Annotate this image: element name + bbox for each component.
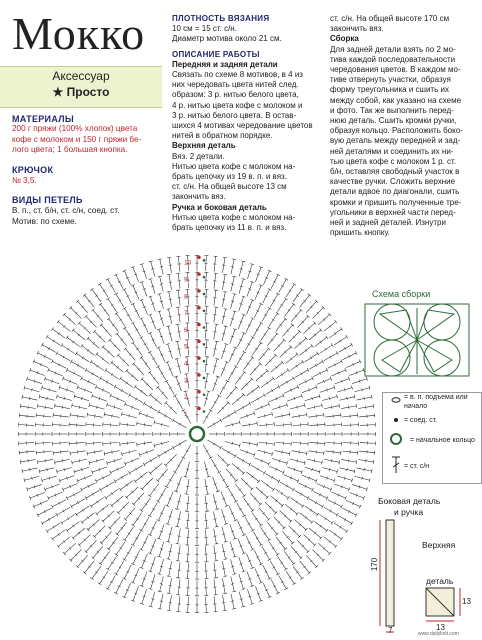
assembly-line: б/н, оставляя свободный участок в — [330, 167, 460, 177]
assembly-line: кромки и пришить полученные тре- — [330, 197, 462, 207]
description-heading: ОПИСАНИЕ РАБОТЫ — [172, 49, 260, 59]
row-number-label: 8 — [184, 293, 188, 301]
chain-marker — [203, 293, 206, 296]
top-detail-drawing — [424, 586, 474, 626]
top-detail-line: закончить вяз. — [172, 192, 226, 202]
front-back-line: них чередовать цвета нитей след. — [172, 80, 299, 90]
top-detail-line: Нитью цвета кофе с молоком на- — [172, 161, 296, 171]
side-detail-drawing — [376, 518, 406, 638]
intro-line: закончить вяз. — [330, 24, 384, 34]
top-detail-size-right: 13 — [462, 597, 471, 606]
chain-marker — [203, 343, 206, 346]
intro-line: ст. с/н. На общей высоте 170 см — [330, 14, 450, 23]
density-line: 10 см = 15 ст. с/н. — [172, 24, 237, 34]
slip-stitch-marker — [197, 340, 200, 343]
front-back-line: 4 р. нитью цвета кофе с молоком и — [172, 100, 303, 110]
chain-marker — [203, 326, 206, 329]
legend-chain: = в. п. подъема или начало — [404, 394, 468, 410]
chain-marker — [203, 259, 206, 262]
assembly-line: между собой, как указано на схеме — [330, 95, 462, 105]
starting-ring-icon — [190, 427, 204, 441]
slip-stitch-marker — [197, 272, 200, 275]
materials-line: лого цвета; 1 большая кнопка. — [12, 145, 128, 154]
side-detail-height: 170 — [370, 557, 380, 572]
column-middle — [172, 14, 322, 233]
side-detail-width: 7 — [388, 626, 393, 635]
assembly-line: пришить кнопку. — [330, 228, 390, 238]
slip-stitch-marker — [197, 390, 200, 393]
top-detail-heading: Верхняя деталь — [172, 141, 236, 151]
row-number-label: 5 — [184, 343, 188, 351]
handle-line: брать цепочку из 11 в. п. и вяз. — [172, 223, 287, 233]
assembly-scheme-drawing — [362, 300, 472, 380]
slip-stitch-icon — [394, 418, 398, 422]
front-back-line: образом: 3 р. нитью белого цвета, — [172, 90, 299, 100]
assembly-line: Для задней детали взять по 2 мо- — [330, 44, 456, 54]
legend-dc: = ст. с/н — [404, 463, 430, 470]
assembly-line: тива каждой последовательности — [330, 54, 456, 64]
chain-marker — [203, 309, 206, 312]
row-number-label: 9 — [184, 276, 188, 284]
density-heading: ПЛОТНОСТЬ ВЯЗАНИЯ — [172, 14, 270, 23]
assembly-line: детали вдвое по диагонали, сшить — [330, 187, 460, 197]
assembly-line: форму треугольника и сшить их — [330, 85, 449, 95]
row-number-label: 6 — [184, 326, 188, 334]
top-detail-title-2: деталь — [426, 576, 454, 586]
ring-icon — [391, 434, 401, 444]
stitches-line: Мотив: по схеме. — [12, 216, 77, 226]
materials-line: кофе с молоком и 150 г пряжи бе- — [12, 134, 142, 144]
crochet-motif-diagram — [0, 259, 392, 640]
handle-heading: Ручка и боковая деталь — [172, 202, 267, 212]
assembly-line: нюю деталь. Сшить кромки ручки, — [330, 116, 457, 126]
footer-url: www.dailyknit.com — [418, 631, 459, 637]
front-back-line: нитей в обратном порядке. — [172, 131, 273, 141]
row-number-label: 4 — [184, 360, 188, 368]
chain-marker — [203, 377, 206, 380]
assembly-line: ней деталями и соединить их ни- — [330, 146, 454, 156]
front-back-line: 3 р. нитью белого цвета. В остав- — [172, 110, 297, 120]
row-number-label: 7 — [184, 310, 188, 318]
row-number-label: 10 — [184, 259, 192, 267]
slip-stitch-marker — [197, 356, 200, 359]
top-detail-title: Верхняя — [422, 540, 456, 550]
top-detail-size-bottom: 13 — [436, 623, 445, 632]
assembly-scheme-title: Схема сборки — [372, 289, 431, 299]
handle-line: Нитью цвета кофе с молоком на- — [172, 212, 296, 222]
front-back-heading: Передняя и задняя детали — [172, 59, 278, 69]
assembly-line: угольники в верхней части перед- — [330, 207, 456, 217]
slip-stitch-marker — [197, 256, 200, 259]
assembly-line: качестве ручки. Сложить верхние — [330, 177, 456, 187]
slip-stitch-marker — [197, 289, 200, 292]
slip-stitch-marker — [197, 373, 200, 376]
assembly-line: тью цвета кофе с молоком 1 р. ст. — [330, 156, 457, 166]
row-number-label: 1 — [184, 410, 188, 418]
double-crochet-icon — [392, 457, 400, 473]
row-number-label: 3 — [184, 377, 188, 385]
legend-slip: = соед. ст. — [404, 417, 438, 424]
slip-stitch-marker — [197, 407, 200, 410]
chain-marker — [203, 360, 206, 363]
difficulty-label: ★ Просто — [52, 85, 110, 99]
density-line: Диаметр мотива около 21 см. — [172, 34, 282, 44]
assembly-line: чередования цветов. В каждом мо- — [330, 65, 461, 75]
slip-stitch-marker — [197, 323, 200, 326]
category-label: Аксессуар — [52, 69, 110, 83]
stitches-heading: ВИДЫ ПЕТЕЛЬ — [12, 195, 83, 205]
assembly-line: тиве отвернуть участки, образуя — [330, 75, 451, 85]
chain-icon — [392, 398, 400, 402]
top-detail-line: Вяз. 2 детали. — [172, 151, 225, 161]
front-back-line: шихся 4 мотивах чередование цветов — [172, 121, 313, 131]
row-number-label: 2 — [184, 394, 188, 402]
slip-stitch-marker — [197, 306, 200, 309]
legend-ring: = начальное кольцо — [410, 437, 475, 444]
stitches-text — [12, 206, 177, 227]
hook-heading: КРЮЧОК — [12, 165, 54, 175]
column-right — [330, 14, 478, 238]
front-back-line: Связать по схеме 8 мотивов, в 4 из — [172, 70, 303, 80]
materials-text — [12, 124, 172, 156]
page-title: Мокко — [12, 8, 146, 59]
materials-heading: МАТЕРИАЛЫ — [12, 114, 74, 124]
assembly-line: образуя кольцо. Расположить боко- — [330, 126, 463, 136]
assembly-line: вую деталь между передней и зад- — [330, 136, 461, 146]
side-detail-title: Боковая деталь — [378, 496, 441, 506]
chain-marker — [203, 276, 206, 279]
side-detail-title-2: и ручка — [394, 507, 424, 517]
assembly-heading: Сборка — [330, 34, 359, 44]
top-detail-line: ст. с/н. На общей высоте 13 см — [172, 182, 287, 192]
hook-value: № 3,5. — [12, 176, 37, 185]
assembly-line: и фото. Так же выполнить перед- — [330, 105, 454, 115]
assembly-text — [330, 45, 478, 239]
materials-line: 200 г пряжи (100% хлопок) цвета — [12, 124, 138, 133]
stitches-line: В. п., ст. б/н, ст. с/н, соед. ст. — [12, 206, 120, 215]
chain-marker — [203, 393, 206, 396]
assembly-line: ней и задней деталей. Изнутри — [330, 218, 446, 228]
top-detail-line: брать цепочку из 19 в. п. и вяз. — [172, 172, 287, 182]
chain-marker — [203, 410, 206, 413]
